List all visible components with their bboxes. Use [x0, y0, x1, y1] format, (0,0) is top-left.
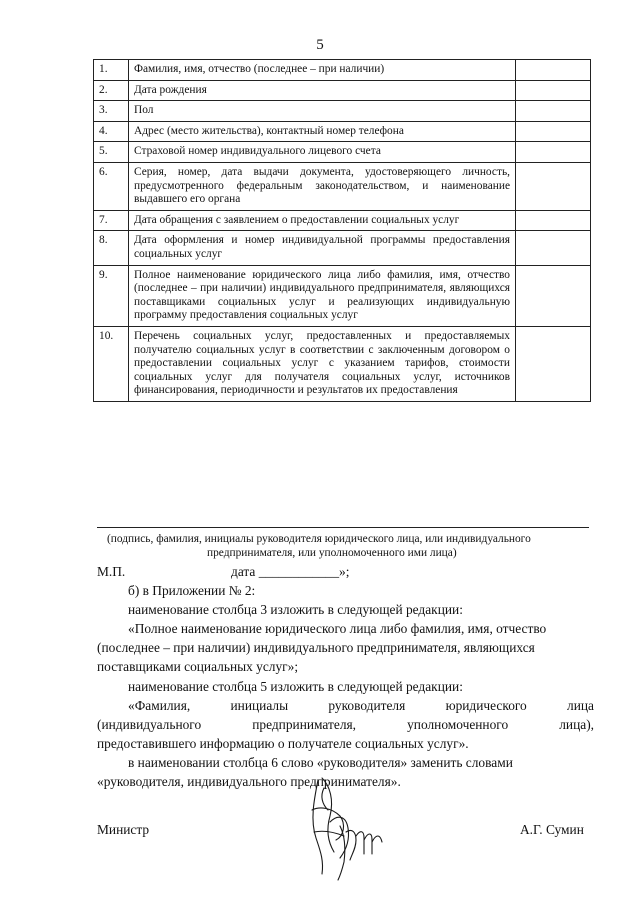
table-row [94, 231, 591, 265]
signature-line [97, 527, 589, 528]
row-value-empty [516, 60, 591, 81]
date-label: дата ____________»; [231, 564, 350, 579]
row-label: Перечень социальных услуг, предоставленных и предоставляемых получателю социальных услуг в соответствии с заключенным договором о предоставлении социальных услуг с указанием тарифов, стоимости социальных услуг для получателя социальных услуг, источников финансирования, периодичности и результатов их предоставления [129, 326, 516, 401]
table-row [94, 326, 591, 401]
row-number: 10. [94, 326, 129, 401]
row-label: Фамилия, имя, отчество (последнее – при наличии) [129, 60, 516, 81]
minister-label: Министр [97, 822, 150, 837]
table-row [94, 80, 591, 101]
row-value-empty [516, 142, 591, 163]
table-row [94, 162, 591, 210]
column-3-text-line-3: поставщиками социальных услуг»; [97, 659, 299, 674]
column-3-intro: наименование столбца 3 изложить в следующей редакции: [128, 602, 463, 617]
paragraph-b: б) в Приложении № 2: [128, 583, 256, 598]
row-number: 6. [94, 162, 129, 210]
column-5-text-line-1: «Фамилия, инициалы руководителя юридического лица [128, 698, 594, 713]
row-value-empty [516, 326, 591, 401]
row-label: Адрес (место жительства), контактный номер телефона [129, 121, 516, 142]
row-value-empty [516, 231, 591, 265]
row-value-empty [516, 265, 591, 326]
signature-caption-line-2: предпринимателя, или уполномоченного ими лица) [207, 547, 457, 559]
row-number: 3. [94, 101, 129, 122]
column-3-text-line-2: (последнее – при наличии) индивидуального предпринимателя, являющихся [97, 640, 535, 655]
minister-name: А.Г. Сумин [520, 822, 584, 837]
row-value-empty [516, 210, 591, 231]
row-number: 5. [94, 142, 129, 163]
recipient-info-table [93, 59, 591, 402]
row-label: Дата обращения с заявлением о предоставлении социальных услуг [129, 210, 516, 231]
column-6-text-line-1: в наименовании столбца 6 слово «руководителя» заменить словами [128, 755, 513, 770]
row-number: 9. [94, 265, 129, 326]
row-label: Серия, номер, дата выдачи документа, удостоверяющего личность, предусмотренного федеральным законодательством, и наименование выдавшего его органа [129, 162, 516, 210]
row-label: Дата рождения [129, 80, 516, 101]
row-value-empty [516, 121, 591, 142]
stamp-label: М.П. [97, 564, 126, 579]
row-label: Страховой номер индивидуального лицевого счета [129, 142, 516, 163]
column-5-text-line-3: предоставившего информацию о получателе социальных услуг». [97, 736, 469, 751]
row-label: Дата оформления и номер индивидуальной программы предоставления социальных услуг [129, 231, 516, 265]
row-value-empty [516, 80, 591, 101]
column-5-text-line-2: (индивидуального предпринимателя, уполномоченного лица), [97, 717, 594, 732]
signature-caption-line-1: (подпись, фамилия, инициалы руководителя юридического лица, или индивидуального [107, 533, 531, 545]
row-value-empty [516, 101, 591, 122]
page-number: 5 [316, 37, 324, 53]
table-row [94, 210, 591, 231]
handwritten-signature [300, 770, 390, 885]
table-row [94, 121, 591, 142]
row-label: Пол [129, 101, 516, 122]
column-5-intro: наименование столбца 5 изложить в следующей редакции: [128, 679, 463, 694]
table-row [94, 142, 591, 163]
row-number: 8. [94, 231, 129, 265]
column-6-text-line-2: «руководителя, индивидуального предпринимателя». [97, 774, 401, 789]
table-row [94, 265, 591, 326]
column-3-text-line-1: «Полное наименование юридического лица либо фамилия, имя, отчество [128, 621, 547, 636]
row-number: 1. [94, 60, 129, 81]
table-row [94, 101, 591, 122]
row-value-empty [516, 162, 591, 210]
row-number: 4. [94, 121, 129, 142]
row-label: Полное наименование юридического лица либо фамилия, имя, отчество (последнее – при наличии) индивидуального предпринимателя, являющихся поставщиками социальных услуг и реализующих индивидуальную программу предоставления социальных услуг [129, 265, 516, 326]
table-row [94, 60, 591, 81]
row-number: 2. [94, 80, 129, 101]
row-number: 7. [94, 210, 129, 231]
table-body [94, 60, 591, 402]
